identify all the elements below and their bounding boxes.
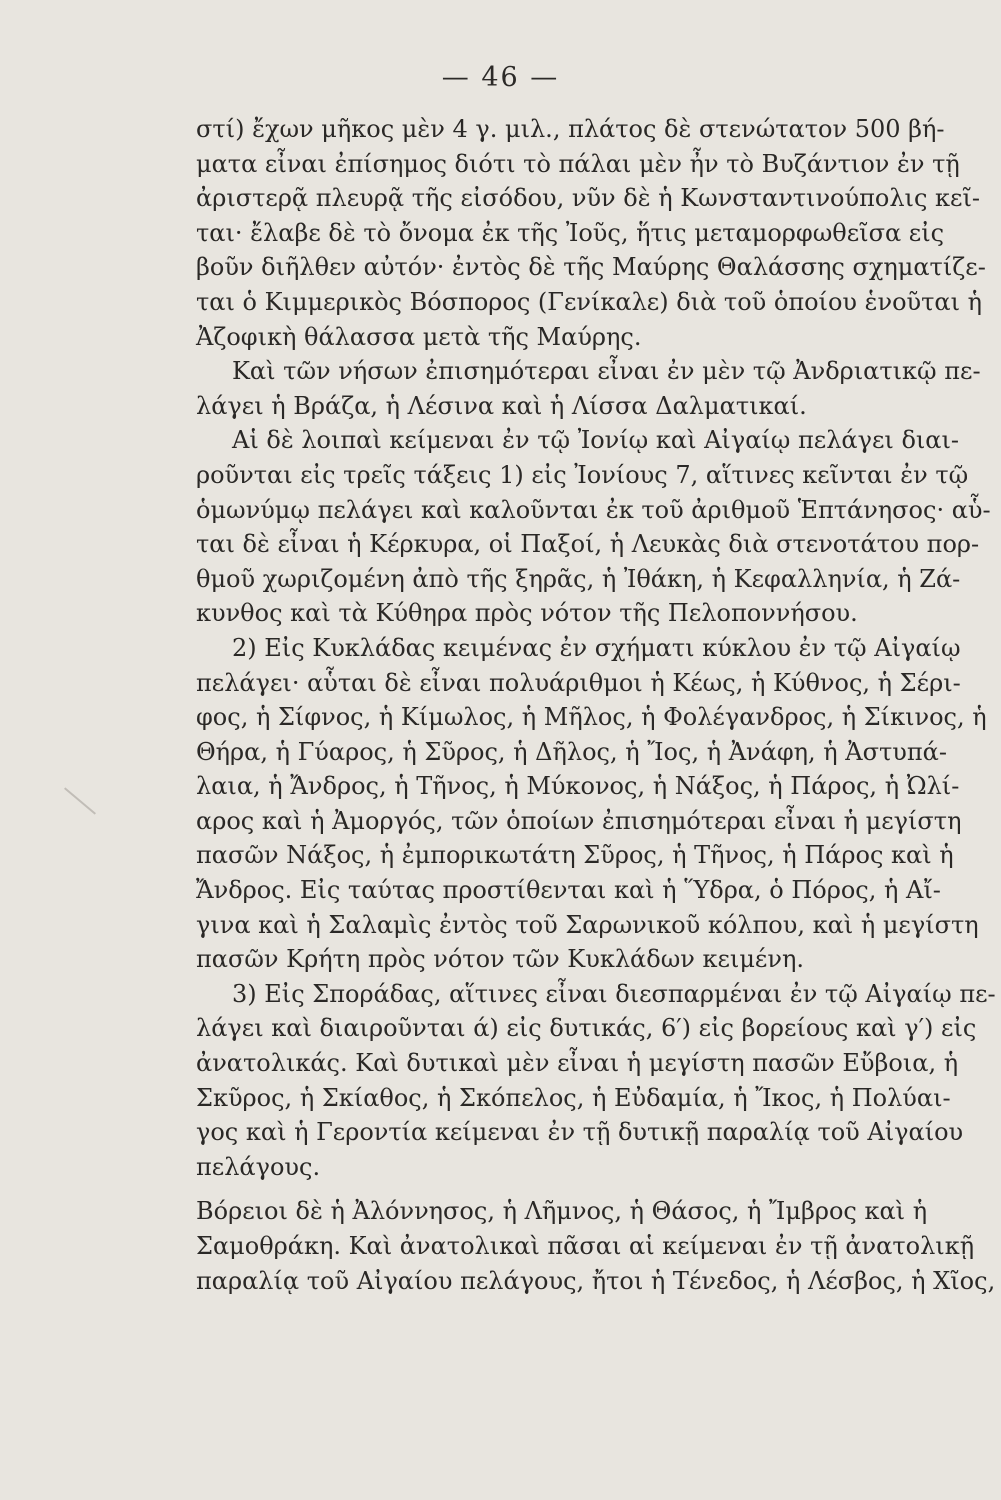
- text-line: φος, ἡ Σίφνος, ἡ Κίμωλος, ἡ Μῆλος, ἡ Φολέγανδρος, ἡ Σίκινος, ἡ: [196, 703, 987, 732]
- text-line: θμοῦ χωριζομένη ἀπὸ τῆς ξηρᾶς, ἡ Ἰθάκη, ἡ Κεφαλληνία, ἡ Ζά-: [196, 564, 961, 593]
- text-line: ροῦνται εἰς τρεῖς τάξεις 1) εἰς Ἰονίους 7, αἵτινες κεῖνται ἐν τῷ: [196, 460, 969, 489]
- text-line: πασῶν Νάξος, ἡ ἐμπορικωτάτη Σῦρος, ἡ Τῆνος, ἡ Πάρος καὶ ἡ: [196, 841, 954, 870]
- text-line: πελάγει· αὗται δὲ εἶναι πολυάριθμοι ἡ Κέως, ἡ Κύθνος, ἡ Σέρι-: [196, 668, 961, 697]
- text-line: πελάγους.: [196, 1152, 321, 1181]
- text-line: Θήρα, ἡ Γύαρος, ἡ Σῦρος, ἡ Δῆλος, ἡ Ἴος, ἡ Ἀνάφη, ἡ Ἀστυπά-: [196, 737, 947, 766]
- text-line: Βόρειοι δὲ ἡ Ἀλόννησος, ἡ Λῆμνος, ἡ Θάσος, ἡ Ἴμβρος καὶ ἡ: [196, 1197, 928, 1226]
- text-line: Σαμοθράκη. Καὶ ἀνατολικαὶ πᾶσαι αἱ κείμεναι ἐν τῇ ἀνατολικῇ: [196, 1232, 975, 1260]
- page-number: — 46 —: [441, 62, 560, 93]
- text-line: ται ὁ Κιμμερικὸς Βόσπορος (Γενίκαλε) διὰ τοῦ ὁποίου ἑνοῦται ἡ: [196, 287, 983, 316]
- text-line: γος καὶ ἡ Γεροντία κείμεναι ἐν τῇ δυτικῇ παραλίᾳ τοῦ Αἰγαίου: [196, 1118, 964, 1147]
- text-line: 2) Εἰς Κυκλάδας κειμένας ἐν σχήματι κύκλου ἐν τῷ Αἰγαίῳ: [232, 633, 961, 662]
- paragraph-gap: [196, 1184, 916, 1194]
- text-line: λαια, ἡ Ἄνδρος, ἡ Τῆνος, ἡ Μύκονος, ἡ Νάξος, ἡ Πάρος, ἡ Ὠλί-: [196, 772, 960, 801]
- text-line: λάγει καὶ διαιροῦνται ά) εἰς δυτικάς, 6′) εἰς βορείους καὶ γ′) εἰς: [196, 1014, 977, 1043]
- text-line: ἀριστερᾷ πλευρᾷ τῆς εἰσόδου, νῦν δὲ ἡ Κωνσταντινούπολις κεῖ-: [196, 184, 980, 213]
- text-line: ματα εἶναι ἐπίσημος διότι τὸ πάλαι μὲν ἦν τὸ Βυζάντιον ἐν τῇ: [196, 149, 960, 178]
- text-line: Καὶ τῶν νήσων ἐπισημότεραι εἶναι ἐν μὲν τῷ Ἀνδριατικῷ πε-: [232, 357, 981, 386]
- text-line: κυνθος καὶ τὰ Κύθηρα πρὸς νότον τῆς Πελοποννήσου.: [196, 599, 858, 628]
- page-stain-mark: [64, 787, 96, 814]
- text-line: αρος καὶ ἡ Ἀμοργός, τῶν ὁποίων ἐπισημότεραι εἶναι ἡ μεγίστη: [196, 806, 962, 835]
- text-line: 3) Εἰς Σποράδας, αἵτινες εἶναι διεσπαρμέναι ἐν τῷ Αἰγαίῳ πε-: [232, 979, 996, 1008]
- page-body-text: [196, 112, 996, 1298]
- text-line: Σκῦρος, ἡ Σκίαθος, ἡ Σκόπελος, ἡ Εὐδαμία, ἡ Ἴκος, ἡ Πολύαι-: [196, 1083, 951, 1112]
- text-line: Ἀζοφικὴ θάλασσα μετὰ τῆς Μαύρης.: [196, 322, 642, 351]
- text-line: παραλίᾳ τοῦ Αἰγαίου πελάγους, ἤτοι ἡ Τένεδος, ἡ Λέσβος, ἡ Χῖος,: [196, 1266, 996, 1295]
- text-line: Ἄνδρος. Εἰς ταύτας προστίθενται καὶ ἡ Ὕδρα, ὁ Πόρος, ἡ Αἴ-: [196, 876, 941, 905]
- text-line: γινα καὶ ἡ Σαλαμὶς ἐντὸς τοῦ Σαρωνικοῦ κόλπου, καὶ ἡ μεγίστη: [196, 910, 979, 939]
- text-line: στί) ἔχων μῆκος μὲν 4 γ. μιλ., πλάτος δὲ στενώτατον 500 βή-: [196, 115, 945, 143]
- text-line: ἀνατολικάς. Καὶ δυτικαὶ μὲν εἶναι ἡ μεγίστη πασῶν Εὔβοια, ἡ: [196, 1049, 959, 1078]
- text-line: ται δὲ εἶναι ἡ Κέρκυρα, οἱ Παξοί, ἡ Λευκὰς διὰ στενοτάτου πορ-: [196, 530, 980, 559]
- text-line: πασῶν Κρήτη πρὸς νότον τῶν Κυκλάδων κειμένη.: [196, 945, 804, 974]
- text-line: βοῦν διῆλθεν αὐτόν· ἐντὸς δὲ τῆς Μαύρης Θαλάσσης σχηματίζε-: [196, 253, 986, 282]
- text-line: ὁμωνύμῳ πελάγει καὶ καλοῦνται ἐκ τοῦ ἀριθμοῦ Ἑπτάνησος· αὗ-: [196, 495, 991, 524]
- text-line: Αἱ δὲ λοιπαὶ κείμεναι ἐν τῷ Ἰονίῳ καὶ Αἰγαίῳ πελάγει διαι-: [232, 426, 960, 455]
- text-line: λάγει ἡ Βράζα, ἡ Λέσινα καὶ ἡ Λίσσα Δαλματικαί.: [196, 391, 807, 420]
- text-line: ται· ἔλαβε δὲ τὸ ὄνομα ἐκ τῆς Ἰοῦς, ἥτις μεταμορφωθεῖσα εἰς: [196, 218, 945, 247]
